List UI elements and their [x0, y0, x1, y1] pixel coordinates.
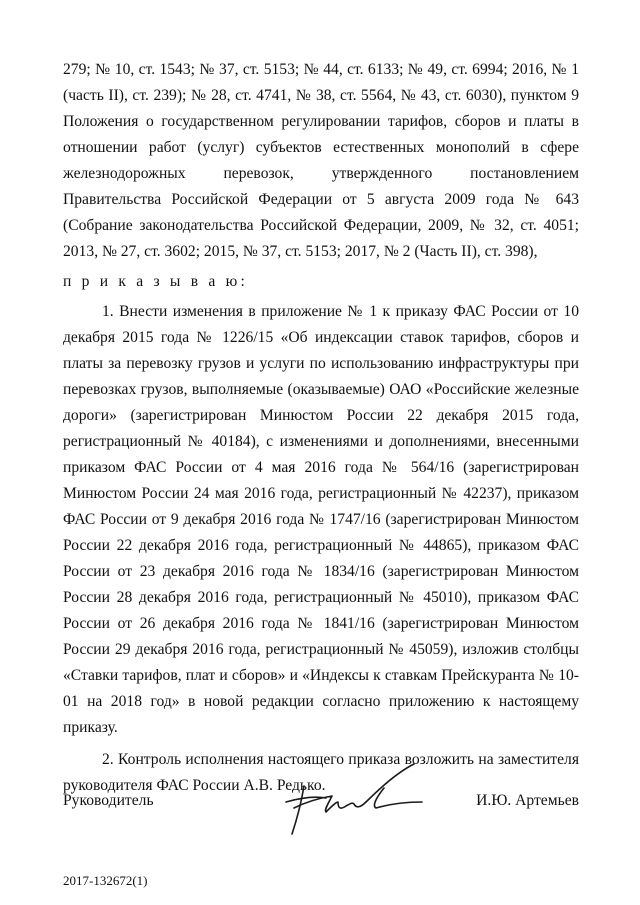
signatory-name: И.Ю. Артемьев	[476, 792, 579, 809]
legal-basis-paragraph: 279; № 10, ст. 1543; № 37, ст. 5153; № 44, ст. 6133; № 49, ст. 6994; 2016, № 1 (часть II), ст. 239); № 28, ст. 4741, № 38, ст. 5564, № 43, ст. 6030), пунктом 9 Положения о государственном регулировании тарифов, сборов и платы в отношении работ (услуг) субъектов естественных монополий в сфере железнодорожных перевозок, утвержденного постановлением Правительства Российской Федерации от 5 августа 2009 года № 643 (Собрание законодательства Российской Федерации, 2009, № 32, ст. 4051; 2013, № 27, ст. 3602; 2015, № 37, ст. 5153; 2017, № 2 (Часть II), ст. 398),	[63, 61, 579, 260]
order-keyword: п р и к а з ы в а ю:	[63, 273, 248, 290]
document-body	[63, 57, 579, 799]
handwritten-signature-icon	[280, 758, 430, 838]
document-number: 2017-132672(1)	[63, 873, 148, 888]
order-item-1: 1. Внести изменения в приложение № 1 к приказу ФАС России от 10 декабря 2015 года № 1226/15 «Об индексации ставок тарифов, сборов и платы за перевозку грузов и услуги по использованию инфраструктуры при перевозках грузов, выполняемые (оказываемые) ОАО «Российские железные дороги» (зарегистрирован Минюстом России 22 декабря 2015 года, регистрационный № 40184), с изменениями и дополнениями, внесенными приказом ФАС России от 4 мая 2016 года № 564/16 (зарегистрирован Минюстом России 24 мая 2016 года, регистрационный № 42237), приказом ФАС России от 9 декабря 2016 года № 1747/16 (зарегистрирован Минюстом России 22 декабря 2016 года, регистрационный № 44865), приказом ФАС России от 23 декабря 2016 года № 1834/16 (зарегистрирован Минюстом России 28 декабря 2016 года, регистрационный № 45010), приказом ФАС России от 26 декабря 2016 года № 1841/16 (зарегистрирован Минюстом России 29 декабря 2016 года, регистрационный № 45059), изложив столбцы «Ставки тарифов, плат и сборов» и «Индексы к ставкам Прейскуранта № 10-01 на 2018 год» в новой редакции согласно приложению к настоящему приказу.	[63, 303, 579, 736]
signatory-title: Руководитель	[63, 792, 154, 809]
order-item-2: 2. Контроль исполнения настоящего приказа возложить на заместителя руководителя ФАС России А.В. Редько.	[63, 751, 579, 794]
